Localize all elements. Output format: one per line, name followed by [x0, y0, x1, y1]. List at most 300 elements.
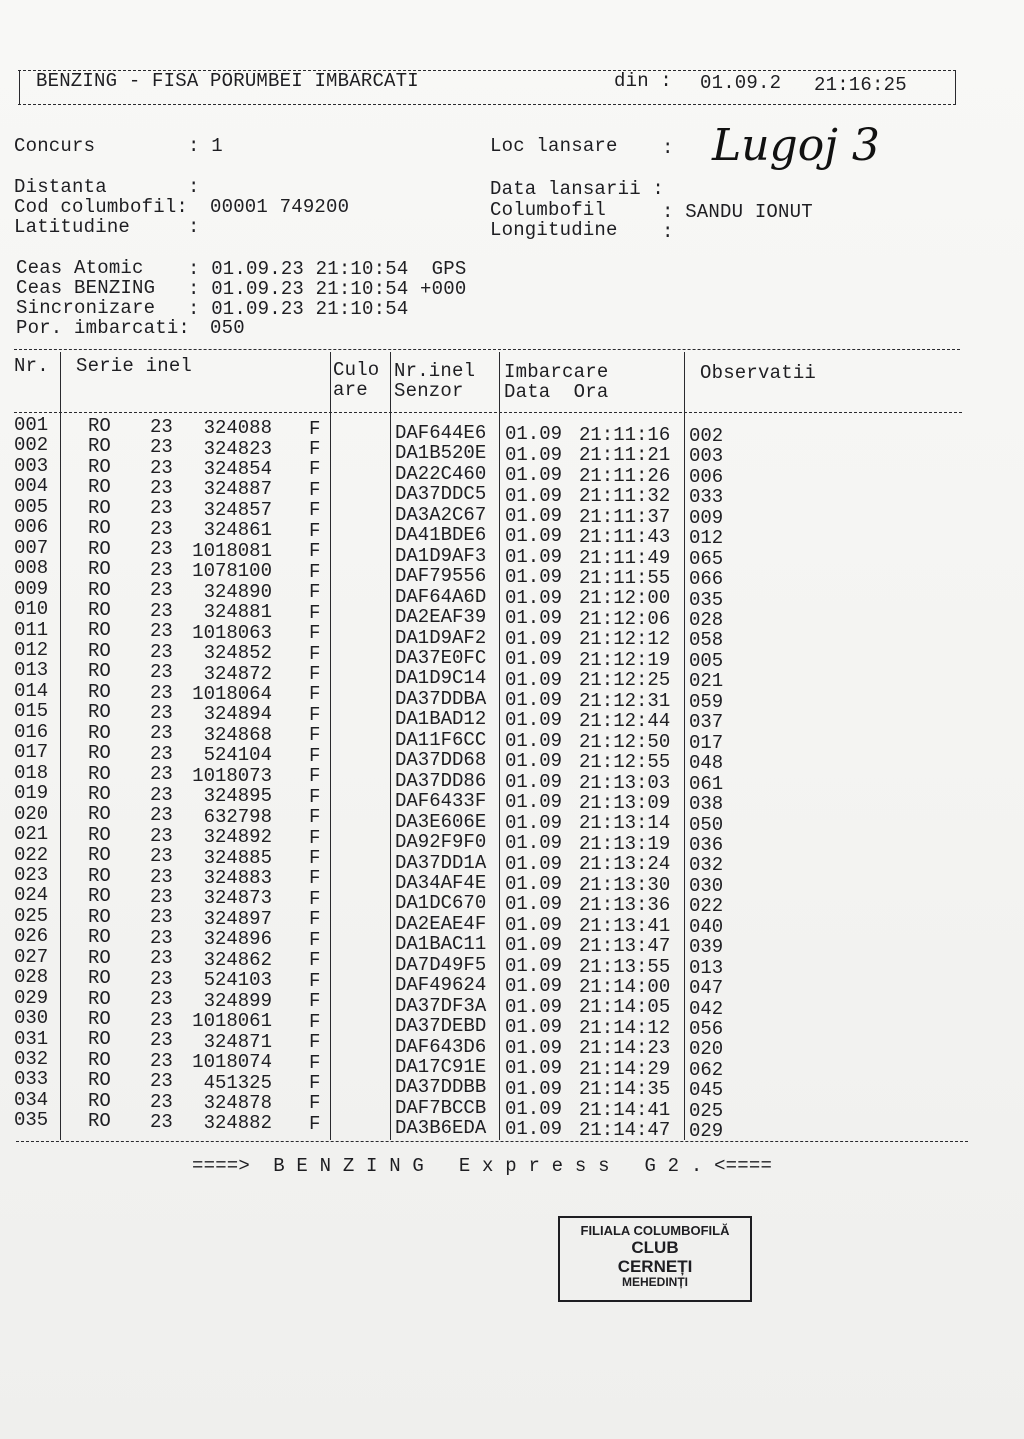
row-sex: F — [309, 1010, 321, 1033]
row-ora: 21:13:03 — [579, 771, 671, 794]
row-inel: 324088 — [203, 417, 272, 440]
row-nr: 018 — [14, 761, 49, 784]
row-data: 01.09 — [505, 811, 563, 834]
row-tara: RO — [88, 1089, 111, 1112]
row-tara: RO — [88, 1069, 111, 1092]
row-an: 23 — [150, 886, 173, 908]
row-inel: 324852 — [203, 642, 272, 664]
row-senzor: DA37DD1A — [395, 851, 487, 874]
row-tara: RO — [88, 742, 111, 765]
row-tara: RO — [88, 926, 111, 949]
row-sex: F — [309, 560, 321, 583]
row-nr: 023 — [14, 863, 49, 886]
row-obs: 050 — [689, 813, 724, 836]
row-senzor: DA37DF3A — [395, 994, 487, 1017]
row-inel: 524104 — [203, 744, 272, 767]
row-inel: 324862 — [203, 948, 272, 971]
row-sex: F — [309, 499, 321, 522]
row-an: 23 — [150, 497, 173, 520]
row-inel: 324868 — [203, 723, 272, 746]
row-data: 01.09 — [505, 443, 563, 466]
row-an: 23 — [150, 1049, 173, 1072]
row-senzor: DA37DDC5 — [395, 483, 487, 506]
col-sep-senzor — [499, 352, 500, 1140]
row-ora: 21:14:41 — [579, 1098, 671, 1121]
stamp-line-2: CLUB — [631, 1238, 679, 1257]
row-obs: 058 — [689, 629, 724, 652]
col-header-nr: Nr. — [14, 355, 49, 377]
row-sex: F — [309, 928, 321, 951]
row-data: 01.09 — [505, 954, 563, 977]
row-data: 01.09 — [505, 464, 563, 486]
row-ora: 21:14:47 — [579, 1119, 671, 1142]
row-an: 23 — [150, 558, 173, 581]
row-ora: 21:11:16 — [579, 423, 671, 446]
row-inel: 1018073 — [192, 764, 272, 787]
row-obs: 040 — [689, 915, 724, 938]
row-an: 23 — [150, 538, 173, 561]
row-inel: 324887 — [203, 478, 272, 501]
row-nr: 012 — [14, 639, 49, 661]
document-title: BENZING - FISA PORUMBEI IMBARCATI — [36, 70, 419, 92]
row-nr: 033 — [14, 1068, 49, 1091]
row-an: 23 — [150, 661, 173, 683]
row-obs: 025 — [689, 1099, 724, 1122]
row-inel: 324823 — [203, 437, 272, 460]
row-nr: 034 — [14, 1088, 49, 1111]
club-stamp — [558, 1216, 752, 1302]
row-tara: RO — [88, 476, 111, 499]
row-an: 23 — [150, 517, 173, 540]
row-sex: F — [309, 478, 321, 501]
row-tara: RO — [88, 987, 111, 1010]
row-tara: RO — [88, 844, 111, 867]
row-nr: 013 — [14, 659, 49, 682]
row-tara: RO — [88, 783, 111, 805]
row-senzor: DA1D9AF2 — [395, 626, 487, 649]
col-header-observatii: Observatii — [700, 362, 817, 384]
row-data: 01.09 — [505, 525, 563, 548]
row-an: 23 — [150, 477, 173, 499]
row-tara: RO — [88, 558, 111, 580]
row-an: 23 — [150, 681, 173, 704]
row-ora: 21:13:41 — [579, 914, 671, 937]
row-sex: F — [309, 1092, 321, 1115]
row-nr: 017 — [14, 741, 49, 764]
row-tara: RO — [88, 946, 111, 969]
row-nr: 016 — [14, 720, 49, 743]
row-nr: 004 — [14, 475, 49, 498]
row-tara: RO — [88, 680, 111, 703]
row-nr: 005 — [14, 495, 49, 518]
row-senzor: DAF643D6 — [395, 1035, 487, 1058]
row-ora: 21:14:12 — [579, 1016, 671, 1039]
row-data: 01.09 — [505, 832, 563, 855]
row-data: 01.09 — [505, 995, 563, 1018]
row-nr: 027 — [14, 945, 49, 968]
row-obs: 013 — [689, 956, 724, 979]
row-sex: F — [309, 785, 321, 808]
row-inel: 324861 — [203, 519, 272, 542]
row-nr: 007 — [14, 536, 49, 559]
row-obs: 047 — [689, 977, 724, 1000]
row-inel: 451325 — [203, 1071, 272, 1094]
row-obs: 020 — [689, 1038, 724, 1061]
row-tara: RO — [88, 823, 111, 846]
row-sex: F — [309, 1112, 321, 1135]
row-ora: 21:13:19 — [579, 832, 671, 855]
row-sex: F — [309, 806, 321, 829]
row-data: 01.09 — [505, 423, 563, 446]
row-sex: F — [309, 887, 321, 910]
longitudine-sep: : — [662, 221, 674, 243]
row-tara: RO — [88, 598, 111, 621]
row-an: 23 — [150, 988, 173, 1011]
row-senzor: DA34AF4E — [395, 871, 487, 894]
row-sex: F — [309, 1031, 321, 1053]
loc-lansare-label: Loc lansare — [490, 135, 618, 157]
row-senzor: DA1DC670 — [395, 892, 487, 915]
row-ora: 21:14:23 — [579, 1037, 671, 1060]
row-sex: F — [309, 724, 321, 747]
row-sex: F — [309, 662, 321, 685]
row-data: 01.09 — [505, 873, 563, 895]
row-inel: 324883 — [203, 867, 272, 889]
row-senzor: DA2EAF39 — [395, 606, 487, 628]
row-an: 23 — [150, 1070, 173, 1092]
row-inel: 324882 — [203, 1112, 272, 1135]
latitudine-sep: : — [188, 216, 200, 238]
row-data: 01.09 — [505, 934, 563, 957]
sincronizare-value: : 01.09.23 21:10:54 — [188, 298, 409, 320]
row-data: 01.09 — [505, 627, 563, 650]
row-sex: F — [309, 990, 321, 1013]
row-an: 23 — [150, 865, 173, 888]
row-data: 01.09 — [505, 1036, 563, 1059]
row-obs: 061 — [689, 772, 724, 795]
row-an: 23 — [150, 967, 173, 990]
row-tara: RO — [88, 517, 111, 540]
row-tara: RO — [88, 455, 111, 478]
row-ora: 21:13:09 — [579, 791, 671, 814]
distanta-sep: : — [188, 176, 200, 198]
row-an: 23 — [150, 1008, 173, 1031]
row-senzor: DA92F9F0 — [395, 831, 487, 853]
por-imbarcati-label: Por. imbarcati: — [16, 317, 191, 339]
row-senzor: DAF64A6D — [395, 585, 487, 608]
row-an: 23 — [150, 824, 173, 847]
row-ora: 21:11:26 — [579, 464, 671, 487]
row-ora: 21:13:14 — [579, 812, 671, 835]
row-nr: 026 — [14, 925, 49, 948]
row-ora: 21:12:19 — [579, 648, 671, 671]
row-data: 01.09 — [505, 750, 563, 773]
row-senzor: DA3A2C67 — [395, 503, 487, 526]
row-sex: F — [309, 683, 321, 706]
row-inel: 324871 — [203, 1030, 272, 1053]
row-an: 23 — [150, 906, 173, 929]
row-nr: 022 — [14, 843, 49, 866]
row-data: 01.09 — [505, 566, 563, 589]
row-tara: RO — [88, 1048, 111, 1071]
row-nr: 020 — [14, 802, 49, 825]
row-ora: 21:12:50 — [579, 730, 671, 753]
columbofil-value: : SANDU IONUT — [662, 201, 813, 223]
loc-lansare-sep: : — [662, 137, 674, 159]
row-sex: F — [309, 540, 321, 563]
row-senzor: DA3B6EDA — [395, 1117, 487, 1140]
row-data: 01.09 — [505, 668, 563, 691]
row-tara: RO — [88, 414, 111, 437]
row-senzor: DA37E0FC — [395, 647, 487, 669]
stamp-line-4: MEHEDINȚI — [622, 1275, 688, 1289]
row-ora: 21:14:05 — [579, 996, 671, 1019]
row-senzor: DA1D9C14 — [395, 667, 487, 690]
row-tara: RO — [88, 639, 111, 662]
row-inel: 324854 — [203, 458, 272, 480]
row-senzor: DA1BAC11 — [395, 933, 487, 956]
row-obs: 065 — [689, 547, 724, 570]
row-data: 01.09 — [505, 975, 563, 998]
row-data: 01.09 — [505, 586, 563, 609]
table-bottom-rule — [16, 1141, 968, 1142]
row-sex: F — [309, 744, 321, 767]
header-date: 01.09.2 — [700, 72, 782, 94]
row-sex: F — [309, 867, 321, 890]
row-inel: 324872 — [203, 662, 272, 685]
row-senzor: DA37DDBB — [395, 1076, 487, 1099]
longitudine-label: Longitudine — [490, 219, 618, 241]
row-obs: 066 — [689, 568, 724, 591]
row-data: 01.09 — [505, 1077, 563, 1100]
row-tara: RO — [88, 578, 111, 601]
row-an: 23 — [150, 415, 173, 438]
row-ora: 21:12:06 — [579, 607, 671, 630]
row-nr: 006 — [14, 516, 49, 539]
row-sex: F — [309, 519, 321, 542]
col-header-nrinel-2: Senzor — [394, 380, 464, 402]
row-nr: 021 — [14, 823, 49, 845]
row-inel: 1018074 — [192, 1051, 272, 1073]
row-an: 23 — [150, 804, 173, 827]
row-data: 01.09 — [505, 729, 563, 752]
col-sep-nr — [60, 352, 61, 1140]
row-senzor: DAF6433F — [395, 790, 487, 813]
row-data: 01.09 — [505, 545, 563, 568]
col-header-culoare-2: are — [333, 379, 368, 401]
row-sex: F — [309, 417, 321, 440]
row-data: 01.09 — [505, 484, 563, 507]
row-nr: 001 — [14, 414, 49, 436]
row-an: 23 — [150, 620, 173, 643]
row-obs: 062 — [689, 1058, 724, 1081]
header-right-edge — [955, 70, 956, 104]
row-senzor: DA37DEBD — [395, 1015, 487, 1037]
col-sep-culoare — [390, 352, 391, 1140]
row-an: 23 — [150, 845, 173, 868]
row-senzor: DA41BDE6 — [395, 524, 487, 547]
columbofil-label: Columbofil — [490, 199, 607, 221]
header-time: 21:16:25 — [814, 74, 907, 96]
row-an: 23 — [150, 947, 173, 970]
row-obs: 039 — [689, 936, 724, 959]
row-senzor: DA11F6CC — [395, 728, 487, 751]
table-header-bottom-rule — [14, 412, 962, 413]
row-tara: RO — [88, 721, 111, 744]
row-senzor: DA37DD86 — [395, 769, 487, 792]
row-sex: F — [309, 581, 321, 604]
cod-columbofil-label: Cod columbofil: — [14, 196, 189, 218]
col-header-nrinel-1: Nr.inel — [394, 360, 476, 382]
row-nr: 025 — [14, 904, 49, 927]
row-tara: RO — [88, 537, 111, 560]
row-an: 23 — [150, 579, 173, 602]
col-sep-serie — [330, 352, 331, 1140]
row-an: 23 — [150, 1090, 173, 1113]
row-ora: 21:12:25 — [579, 669, 671, 692]
row-sex: F — [309, 1071, 321, 1094]
row-data: 01.09 — [505, 770, 563, 793]
row-ora: 21:12:31 — [579, 689, 671, 712]
row-an: 23 — [150, 436, 173, 459]
row-sex: F — [309, 622, 321, 644]
row-data: 01.09 — [505, 913, 563, 936]
row-tara: RO — [88, 435, 111, 458]
row-sex: F — [309, 1051, 321, 1074]
row-nr: 029 — [14, 986, 49, 1009]
row-data: 01.09 — [505, 648, 563, 671]
row-ora: 21:12:55 — [579, 751, 671, 773]
row-obs: 036 — [689, 833, 724, 856]
row-ora: 21:13:47 — [579, 935, 671, 958]
stamp-line-3: CERNEȚI — [617, 1257, 693, 1276]
ceas-atomic-value: : 01.09.23 21:10:54 GPS — [188, 258, 467, 280]
loc-lansare-handwritten: Lugoj 3 — [712, 120, 880, 171]
row-inel: 324857 — [203, 498, 272, 521]
row-sex: F — [309, 765, 321, 788]
row-sex: F — [309, 826, 321, 849]
row-ora: 21:11:55 — [579, 567, 671, 589]
row-senzor: DAF7BCCB — [395, 1096, 487, 1119]
row-senzor: DA1D9AF3 — [395, 544, 487, 567]
row-ora: 21:11:43 — [579, 526, 671, 549]
row-obs: 021 — [689, 670, 724, 693]
row-an: 23 — [150, 763, 173, 786]
row-obs: 022 — [689, 895, 724, 918]
row-obs: 059 — [689, 690, 724, 713]
row-ora: 21:13:30 — [579, 873, 671, 896]
data-lansarii-label: Data lansarii : — [490, 178, 665, 200]
row-data: 01.09 — [505, 1118, 563, 1141]
row-tara: RO — [88, 1110, 111, 1133]
row-inel: 324885 — [203, 846, 272, 869]
row-sex: F — [309, 601, 321, 624]
row-sex: F — [309, 908, 321, 931]
row-inel: 632798 — [203, 805, 272, 828]
row-senzor: DA1BAD12 — [395, 708, 487, 731]
row-inel: 1018064 — [192, 682, 272, 705]
row-senzor: DA37DDBA — [395, 687, 487, 710]
row-sex: F — [309, 458, 321, 481]
row-senzor: DAF79556 — [395, 565, 487, 588]
row-nr: 009 — [14, 577, 49, 600]
row-tara: RO — [88, 905, 111, 928]
row-data: 01.09 — [505, 852, 563, 875]
row-an: 23 — [150, 1110, 173, 1133]
row-obs: 017 — [689, 731, 724, 754]
row-obs: 037 — [689, 711, 724, 734]
row-nr: 028 — [14, 966, 49, 989]
row-obs: 032 — [689, 854, 724, 877]
row-nr: 015 — [14, 700, 49, 723]
row-ora: 21:12:12 — [579, 628, 671, 651]
row-data: 01.09 — [505, 688, 563, 711]
row-ora: 21:11:37 — [579, 505, 671, 528]
footer-banner: ====> B E N Z I N G E x p r e s s G 2 . <==== — [192, 1155, 773, 1177]
concurs-value: : 1 — [188, 135, 223, 157]
row-ora: 21:13:36 — [579, 894, 671, 917]
row-tara: RO — [88, 701, 111, 724]
row-ora: 21:11:21 — [579, 444, 671, 467]
row-obs: 042 — [689, 997, 724, 1020]
row-obs: 029 — [689, 1120, 724, 1143]
row-inel: 324897 — [203, 907, 272, 930]
row-obs: 003 — [689, 445, 724, 468]
stamp-line-1: FILIALA COLUMBOFILĂ — [580, 1223, 730, 1238]
col-header-imbarcare-1: Imbarcare — [504, 361, 609, 383]
row-data: 01.09 — [505, 709, 563, 732]
row-sex: F — [309, 969, 321, 992]
row-obs: 030 — [689, 874, 724, 897]
table-top-rule — [14, 349, 960, 350]
row-nr: 032 — [14, 1047, 49, 1070]
row-tara: RO — [88, 967, 111, 989]
row-an: 23 — [150, 640, 173, 663]
row-inel: 324890 — [203, 580, 272, 603]
row-an: 23 — [150, 926, 173, 949]
row-senzor: DAF49624 — [395, 974, 487, 997]
cod-columbofil-value: 00001 749200 — [210, 196, 350, 218]
row-inel: 524103 — [203, 969, 272, 992]
row-nr: 003 — [14, 454, 49, 477]
row-nr: 008 — [14, 557, 49, 580]
row-nr: 024 — [14, 884, 49, 907]
row-an: 23 — [150, 701, 173, 724]
row-senzor: DA7D49F5 — [395, 953, 487, 976]
distanta-label: Distanta — [14, 176, 107, 198]
row-an: 23 — [150, 783, 173, 806]
row-obs: 045 — [689, 1079, 724, 1102]
row-an: 23 — [150, 599, 173, 622]
row-obs: 038 — [689, 793, 724, 815]
row-tara: RO — [88, 619, 111, 642]
row-an: 23 — [150, 742, 173, 765]
row-inel: 324895 — [203, 785, 272, 808]
row-tara: RO — [88, 885, 111, 908]
row-nr: 011 — [14, 618, 49, 641]
row-inel: 1018063 — [192, 621, 272, 644]
row-obs: 056 — [689, 1018, 724, 1040]
row-data: 01.09 — [505, 1097, 563, 1120]
row-obs: 012 — [689, 527, 724, 550]
row-obs: 033 — [689, 486, 724, 509]
row-senzor: DA37DD68 — [395, 749, 487, 772]
row-inel: 324899 — [203, 989, 272, 1012]
row-sex: F — [309, 703, 321, 726]
row-an: 23 — [150, 722, 173, 745]
row-obs: 005 — [689, 649, 724, 672]
latitudine-label: Latitudine — [14, 216, 131, 238]
